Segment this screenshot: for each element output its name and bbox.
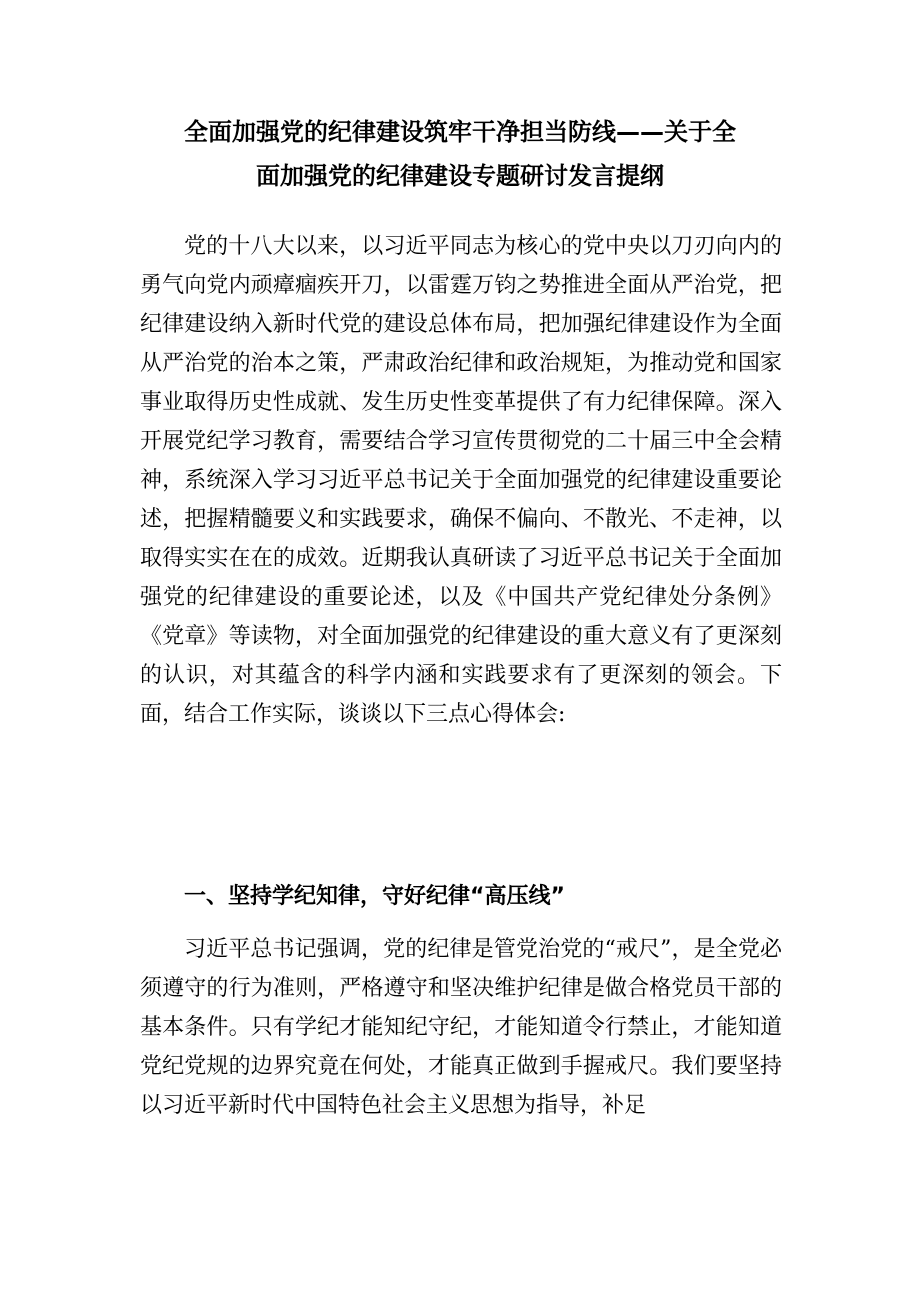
section-1-paragraph: 习近平总书记强调，党的纪律是管党治党的“戒尺”，是全党必须遵守的行为准则，严格遵守和坚决维护纪律是做合格党员干部的基本条件。只有学纪才能知纪守纪，才能知道令行禁止，才能知道党纪党规的边界究竟在何处，才能真正做到手握戒尺。我们要坚持以习近平新时代中国特色社会主义思想为指导，补足 <box>140 937 782 1118</box>
title-line-2: 面加强党的纪律建设专题研讨发言提纲 <box>256 162 664 190</box>
document-title <box>130 110 790 198</box>
title-line-1: 全面加强党的纪律建设筑牢干净担当防线——关于全 <box>184 118 736 146</box>
intro-paragraph: 党的十八大以来，以习近平同志为核心的党中央以刀刃向内的勇气向党内顽瘴痼疾开刀，以雷霆万钧之势推进全面从严治党，把纪律建设纳入新时代党的建设总体布局，把加强纪律建设作为全面从严治党的治本之策，严肃政治纪律和政治规矩，为推动党和国家事业取得历史性成就、发生历史性变革提供了有力纪律保障。深入开展党纪学习教育，需要结合学习宣传贯彻党的二十届三中全会精神，系统深入学习习近平总书记关于全面加强党的纪律建设重要论述，把握精髓要义和实践要求，确保不偏向、不散光、不走神，以取得实实在在的成效。近期我认真研读了习近平总书记关于全面加强党的纪律建设的重要论述，以及《中国共产党纪律处分条例》《党章》等读物，对全面加强党的纪律建设的重大意义有了更深刻的认识，对其蕴含的科学内涵和实践要求有了更深刻的领会。下面，结合工作实际，谈谈以下三点心得体会: <box>140 234 782 727</box>
section-heading-1: 一、坚持学纪知律，守好纪律“高压线” <box>184 884 565 909</box>
